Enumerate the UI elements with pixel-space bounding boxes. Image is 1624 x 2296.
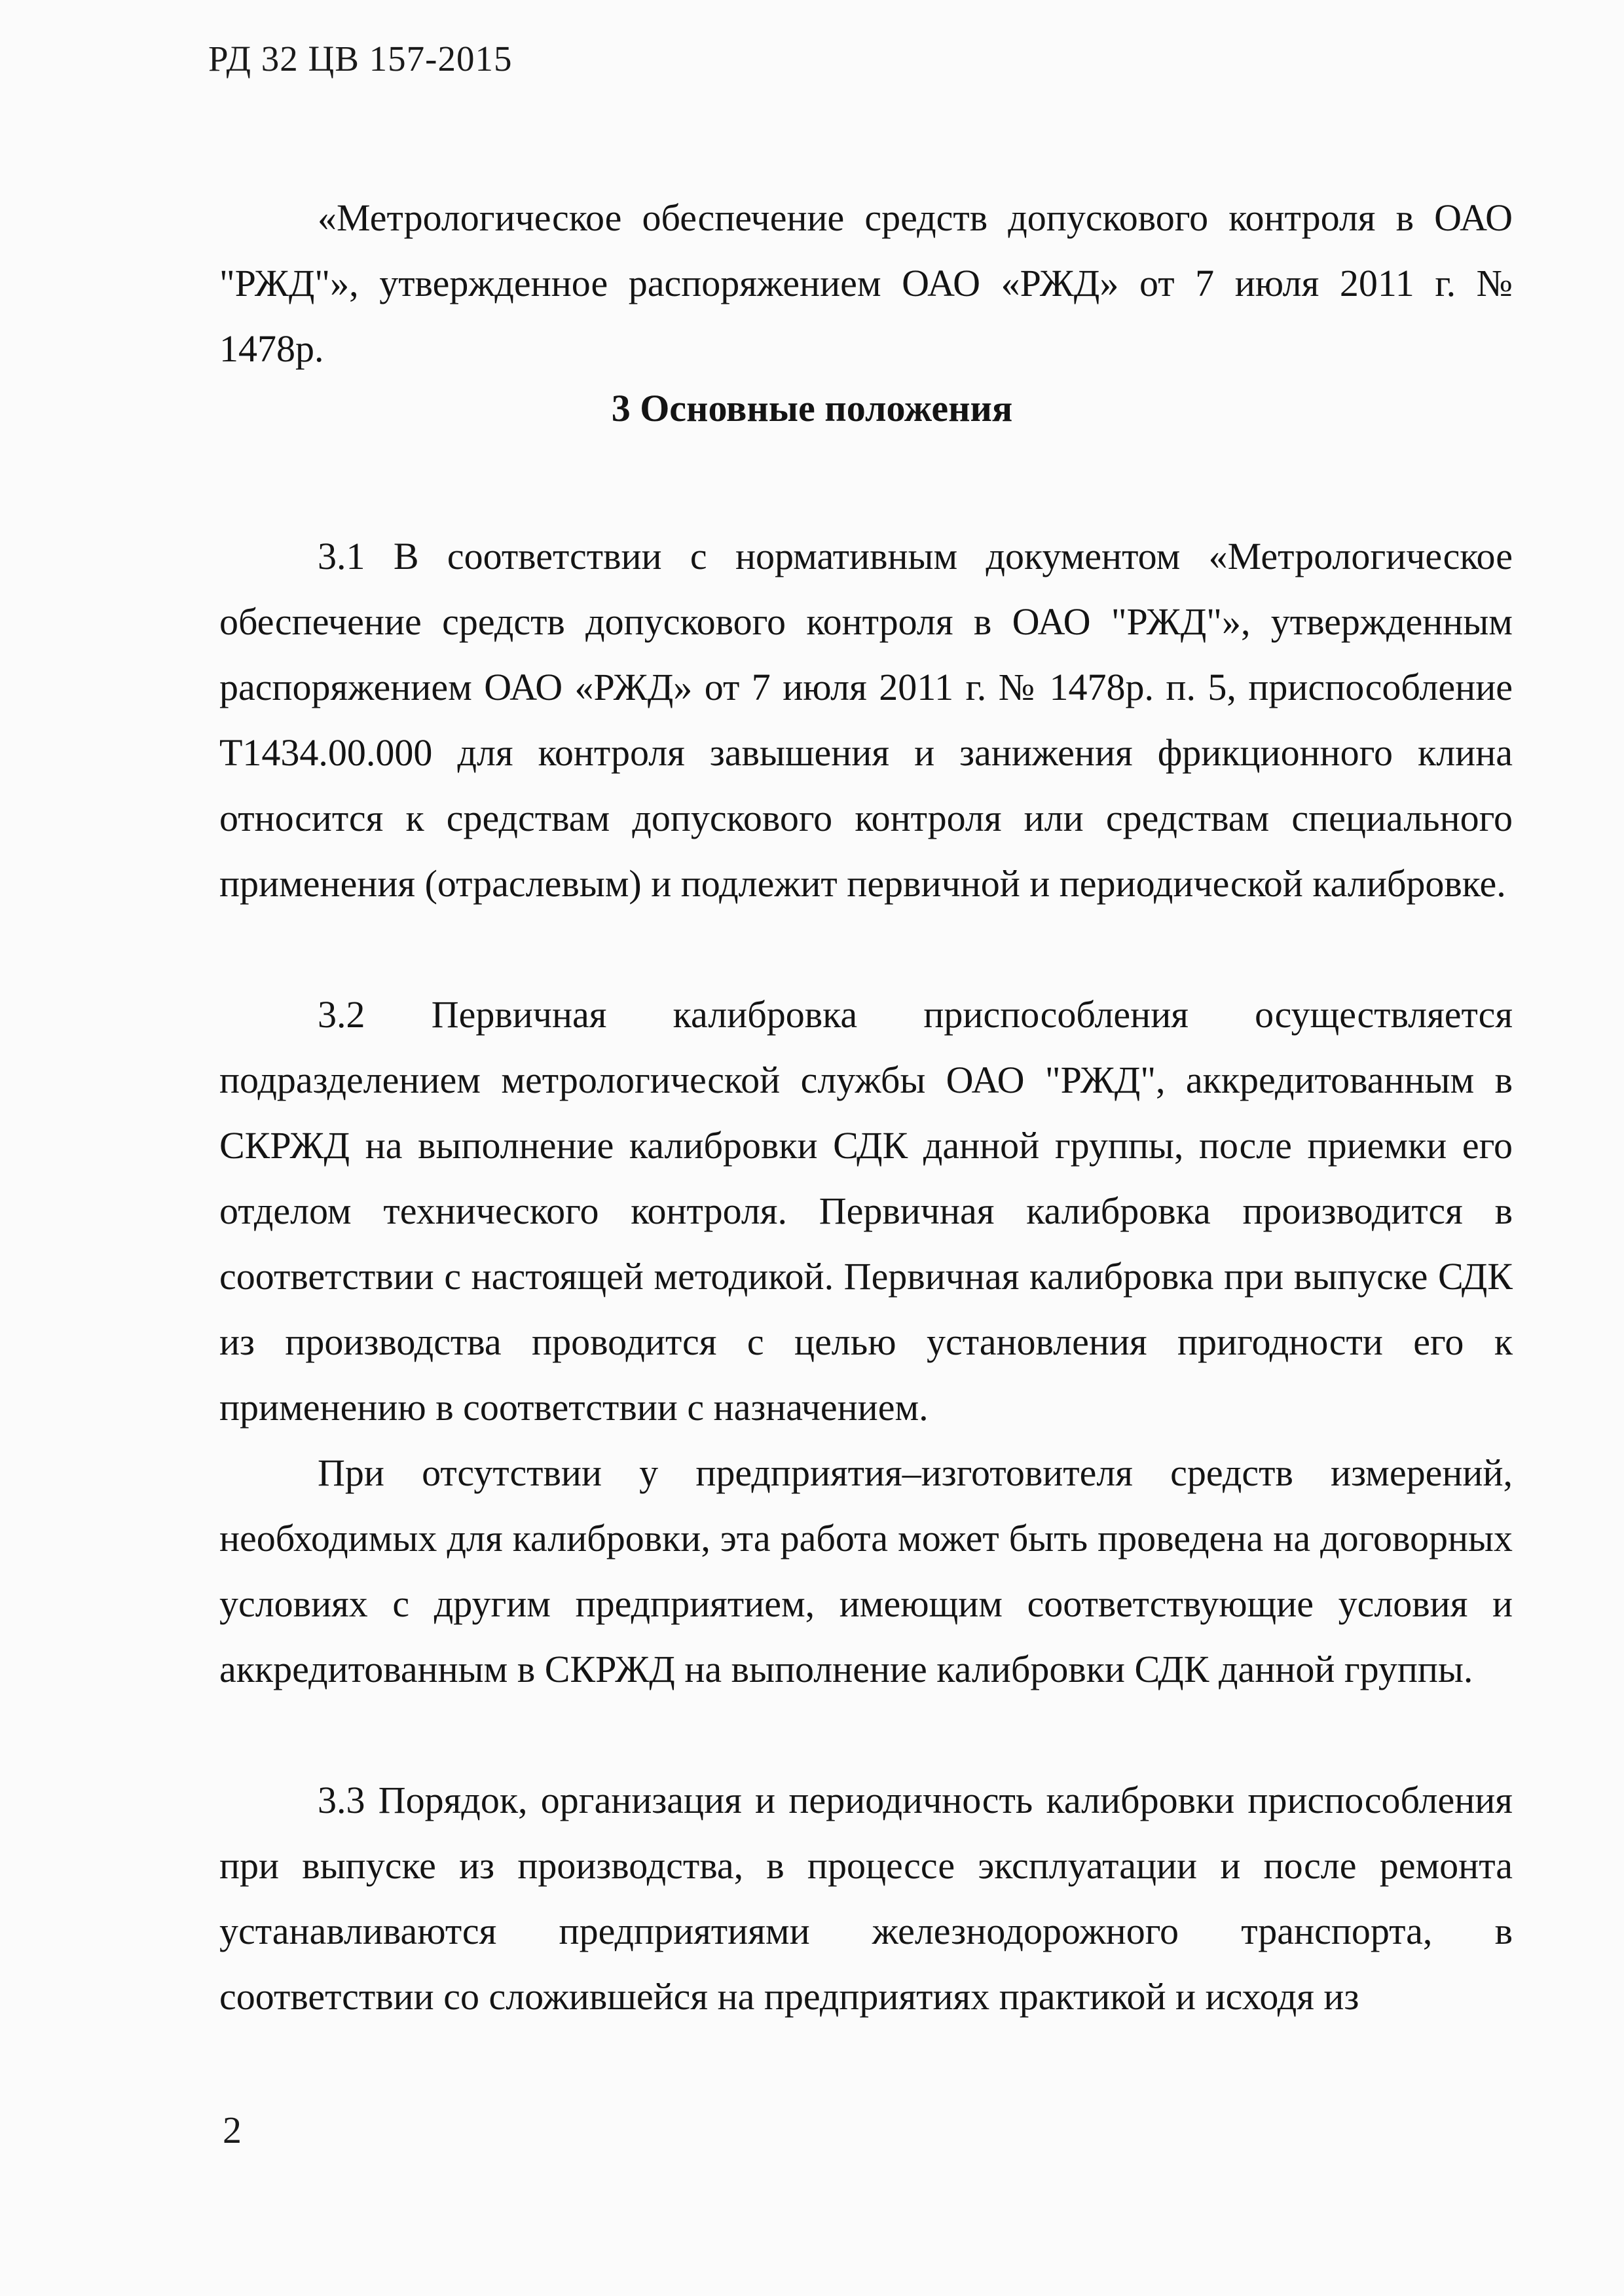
section-heading: 3 Основные положения: [611, 387, 1013, 429]
page-number: 2: [223, 2109, 242, 2151]
document-code: РД 32 ЦВ 157-2015: [208, 39, 513, 79]
paragraph-3-2-continuation: При отсутствии у предприятия–изготовителя средств измерений, необходимых для калибровки, эта работа может быть проведена на договорных условиях с другим предприятием, имеющим соответствующие условия и аккредитованным в СКРЖД на выполнение калибровки СДК данной группы.: [219, 1451, 1513, 1690]
intro-paragraph: «Метрологическое обеспечение средств допускового контроля в ОАО "РЖД"», утвержденное распоряжением ОАО «РЖД» от 7 июля 2011 г. № 1478р.: [219, 196, 1513, 370]
paragraph-3-3: 3.3 Порядок, организация и периодичность калибровки приспособления при выпуске из производства, в процессе эксплуатации и после ремонта устанавливаются предприятиями железнодорожного транспорта, в соответствии со сложившейся на предприятиях практикой и исходя из: [219, 1779, 1513, 2018]
paragraph-3-2: 3.2 Первичная калибровка приспособления осуществляется подразделением метрологической службы ОАО "РЖД", аккредитованным в СКРЖД на выполнение калибровки СДК данной группы, после приемки его отделом технического контроля. Первичная калибровка производится в соответствии с настоящей методикой. Первичная калибровка при выпуске СДК из производства проводится с целью установления пригодности его к применению в соответствии с назначением.: [219, 993, 1513, 1429]
paragraph-3-1: 3.1 В соответствии с нормативным документом «Метрологическое обеспечение средств допускового контроля в ОАО "РЖД"», утвержденным распоряжением ОАО «РЖД» от 7 июля 2011 г. № 1478р. п. 5, приспособление Т1434.00.000 для контроля завышения и занижения фрикционного клина относится к средствам допускового контроля или средствам специального применения (отраслевым) и подлежит первичной и периодической калибровке.: [219, 535, 1513, 905]
